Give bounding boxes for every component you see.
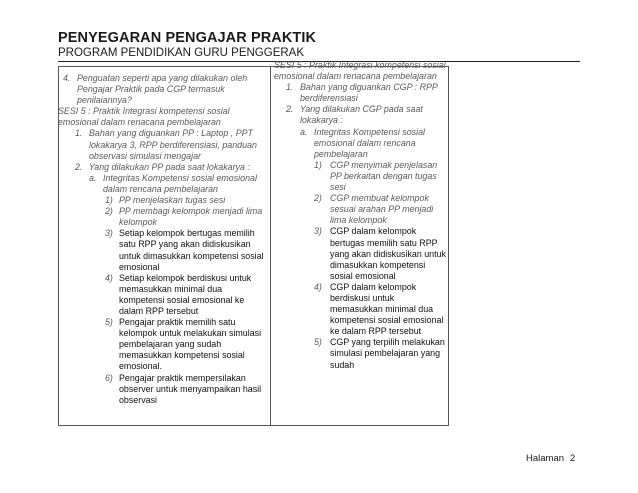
right-step-4: 4) CGP dalam kelompok berdiskusi untuk memasukkan minimal dua kompetensi sosial emosional ke dalam RPP tersebut	[314, 281, 444, 337]
question-4: 4. Penguatan seperti apa yang dilakukan oleh Pengajar Praktik pada CGP termasuk penilaiannya?	[63, 73, 248, 106]
left-step-5: 5) Pengajar praktik memilih satu kelompok untuk melakukan simulasi pembelajaran yang sudah memasukkan kompetensi sosial emosional.	[105, 317, 262, 372]
right-item-2: 2. Yang dilakukan CGP pada saat lokakarya :	[286, 104, 423, 126]
right-sub-a: a. Integritas Kompetensi sosial emosional dalam rencana pembelajaran	[300, 126, 425, 159]
left-step-3: 3) Setiap kelompok bertugas memilih satu RPP yang akan didiskusikan untuk dimasukkan kompetensi sosial emosional	[105, 228, 264, 272]
right-sesi-heading: SESI 5 : Praktik Integrasi kompetensi sosial emosional dalam renacana pembelajaran	[274, 60, 446, 82]
left-step-6: 6) Pengajar praktik mempersilakan observer untuk menyampaikan hasil observasi	[105, 372, 262, 405]
left-column	[58, 73, 267, 406]
left-item-1: 1. Bahan yang diguankan PP : Laptop , PPT lokakarya 3, RPP berdiferensiasi, panduan observasi simulasi mengajar	[75, 128, 257, 161]
page-number: 2	[570, 453, 576, 464]
left-sesi-heading: SESI 5 : Praktik Integrasi kompetensi sosial emosional dalam renacana pembelajaran	[58, 106, 230, 128]
right-step-5: 5) CGP yang terpilih melakukan simulasi pembelajaran yang sudah	[314, 337, 445, 370]
document-subtitle: PROGRAM PENDIDIKAN GURU PENGGERAK	[58, 47, 305, 59]
page-label: Halaman	[526, 453, 565, 464]
left-step-4: 4) Setiap kelompok berdiskusi untuk memasukkan minimal dua kompetensi sosial emosional ke dalam RPP tersebut	[105, 272, 252, 316]
left-step-1: 1) PP menjelaskan tugas sesi	[105, 195, 226, 206]
right-step-1: 1) CGP menyimak penjelasan PP berkaitan dengan tugas sesi	[314, 159, 438, 193]
left-sub-a: a. Integritas Kompetensi sosial emosional dalam rencana pembelajaran	[89, 172, 257, 194]
right-step-3: 3) CGP dalam kelompok bertugas memilih satu RPP yang akan didiskusikan untuk dimasukkan kompetensi sosial emosional	[314, 226, 446, 281]
left-item-2: 2. Yang dilakukan PP pada saat lokakarya :	[75, 161, 250, 172]
document-title: PENYEGARAN PENGAJAR PRAKTIK	[58, 30, 317, 46]
column-divider	[270, 66, 271, 426]
right-item-1: 1. Bahan yang diguankan CGP : RPP berdiferensiasi	[286, 82, 438, 104]
right-column	[274, 60, 446, 371]
right-step-2: 2) CGP membuat kelompok sesuai arahan PP menjadi lima kelompok	[314, 193, 434, 226]
left-step-2: 2) PP membagi kelompok menjadi lima kelompok	[105, 206, 263, 228]
